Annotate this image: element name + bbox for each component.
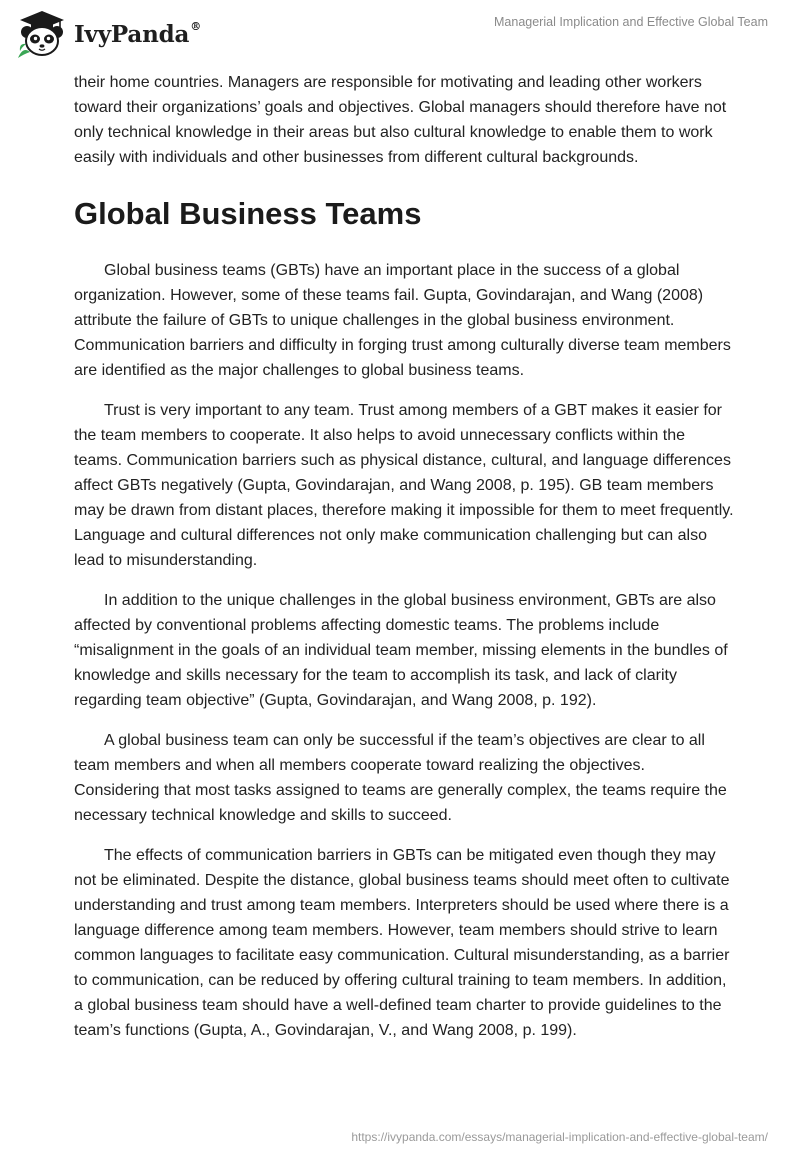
- paragraph: Trust is very important to any team. Trust among members of a GBT makes it easier for the team members to cooperate. It also helps to avoid unnecessary conflicts within the teams. Communication barriers such as physical distance, cultural, and language differences affect GBTs negatively (Gupta, Govindarajan, and Wang 2008, p. 195). GB team members may be drawn from distant places, therefore making it impossible for them to meet frequently. Language and cultural differences not only make communication challenging but can also lead to misunderstanding.: [74, 402, 734, 569]
- brand-name: IvyPanda®: [74, 19, 201, 48]
- document-title: Managerial Implication and Effective Global Team: [494, 15, 768, 29]
- paragraph: The effects of communication barriers in GBTs can be mitigated even though they may not be eliminated. Despite the distance, global business teams should meet often to cultivate understanding and trust among team members. Interpreters should be used where there is a language difference among team members. However, team members should strive to learn common languages to facilitate easy communication. Cultural misunderstanding, as a barrier to communication, can be reduced by offering cultural training to team members. In addition, a global business team should have a well-defined team charter to provide guidelines to the team’s functions (Gupta, A., Govindarajan, V., and Wang 2008, p. 199).: [74, 847, 730, 1039]
- ivypanda-logo[interactable]: [16, 8, 201, 60]
- paragraph: In addition to the unique challenges in the global business environment, GBTs are also affected by conventional problems affecting domestic teams. The problems include “misalignment in the goals of an individual team member, missing elements in the bundles of knowledge and skills necessary for the team to accomplish its task, and lack of clarity regarding team objective” (Gupta, Govindarajan, and Wang 2008, p. 192).: [74, 592, 728, 709]
- intro-paragraph: their home countries. Managers are responsible for motivating and leading other workers toward their organizations’ goals and objectives. Global managers should therefore have not only technical knowledge in their areas but also cultural knowledge to enable them to work easily with individuals and other businesses from different cultural backgrounds.: [74, 74, 727, 166]
- section-heading: Global Business Teams: [74, 196, 422, 231]
- essay-content: [74, 70, 734, 1058]
- page-header: [0, 0, 800, 70]
- source-url[interactable]: https://ivypanda.com/essays/managerial-implication-and-effective-global-team/: [351, 1130, 768, 1144]
- panda-graduate-icon: [16, 8, 68, 60]
- paragraph: A global business team can only be successful if the team’s objectives are clear to all team members and when all members cooperate toward realizing the objectives. Considering that most tasks assigned to teams are generally complex, the teams require the necessary technical knowledge and skills to succeed.: [74, 732, 727, 824]
- paragraph: Global business teams (GBTs) have an important place in the success of a global organization. However, some of these teams fail. Gupta, Govindarajan, and Wang (2008) attribute the failure of GBTs to unique challenges in the global business environment. Communication barriers and difficulty in forging trust among culturally diverse team members are identified as the major challenges to global business teams.: [74, 262, 731, 379]
